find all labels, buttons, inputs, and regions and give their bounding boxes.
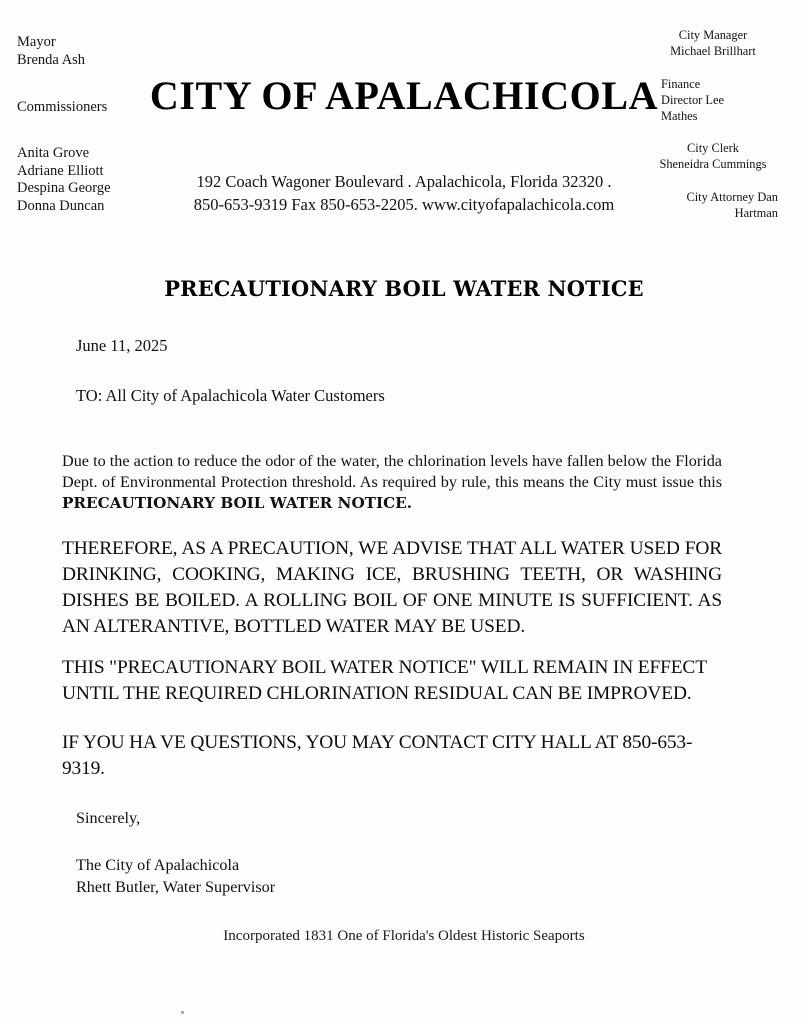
- city-attorney-role-label: City Attorney Dan: [686, 190, 778, 205]
- city-manager-block: [648, 28, 778, 60]
- finance-director-name: Mathes: [661, 108, 698, 123]
- notice-recipient: TO: All City of Apalachicola Water Customers: [76, 386, 385, 405]
- notice-intro-paragraph: [62, 451, 722, 514]
- notice-effect-paragraph: THIS "PRECAUTIONARY BOIL WATER NOTICE" WILL REMAIN IN EFFECT UNTIL THE REQUIRED CHLORINATION RESIDUAL CAN BE IMPROVED.: [62, 657, 707, 704]
- commissioner-name: Donna Duncan: [17, 198, 105, 215]
- scan-speck: [181, 1011, 184, 1014]
- organization-title: CITY OF APALACHICOLA: [149, 73, 659, 118]
- finance-director-role-label-line2: Director Lee: [661, 92, 724, 107]
- signature-organization: The City of Apalachicola: [76, 856, 240, 875]
- city-clerk-name: Sheneidra Cummings: [659, 157, 767, 172]
- organization-address: [0, 170, 808, 217]
- notice-intro-text: Due to the action to reduce the odor of the water, the chlorination levels have fallen below the Florida Dept. of Environmental Protection threshold. As required by rule, this means the City must issue this: [62, 452, 722, 492]
- mayor-name: Brenda Ash: [17, 51, 86, 68]
- page-footer: Incorporated 1831 One of Florida's Oldest Historic Seaports: [223, 928, 585, 944]
- city-clerk-role-label: City Clerk: [687, 141, 739, 156]
- notice-date: June 11, 2025: [76, 336, 168, 355]
- commissioner-name: Anita Grove: [17, 145, 90, 162]
- address-line-1: 192 Coach Wagoner Boulevard . Apalachicola, Florida 32320 .: [196, 172, 612, 191]
- city-manager-name: Michael Brillhart: [670, 43, 756, 58]
- commissioner-name: Despina George: [17, 180, 111, 197]
- notice-contact-paragraph: IF YOU HA VE QUESTIONS, YOU MAY CONTACT CITY HALL AT 850-653- 9319.: [62, 732, 693, 779]
- commissioners-role-label: Commissioners: [17, 99, 108, 116]
- signature-signer: Rhett Butler, Water Supervisor: [76, 877, 276, 896]
- finance-director-role-label-line1: Finance: [661, 76, 701, 91]
- notice-heading: PRECAUTIONARY BOIL WATER NOTICE: [164, 277, 644, 302]
- spacer: [17, 117, 217, 145]
- commissioner-name: Adriane Elliott: [17, 162, 104, 179]
- city-attorney-name: Hartman: [734, 206, 778, 220]
- city-clerk-block: [648, 141, 778, 173]
- notice-intro-emphasis: PRECAUTIONARY BOIL WATER NOTICE.: [62, 494, 413, 513]
- mayor-role-label: Mayor: [17, 34, 56, 50]
- notice-advise-paragraph: THEREFORE, AS A PRECAUTION, WE ADVISE THAT ALL WATER USED FOR DRINKING, COOKING, MAKING ICE, BRUSHING TEETH, OR WASHING DISHES BE BOILED. A ROLLING BOIL OF ONE MINUTE IS SUFFICIENT. AS AN ALTERANTIVE, BOTTLED WATER MAY BE USED.: [62, 538, 722, 637]
- signature-closing: Sincerely,: [76, 809, 141, 827]
- city-manager-role-label: City Manager: [678, 28, 748, 42]
- address-line-2: 850-653-9319 Fax 850-653-2205. www.cityofapalachicola.com: [193, 195, 615, 215]
- signature-block: [76, 808, 275, 898]
